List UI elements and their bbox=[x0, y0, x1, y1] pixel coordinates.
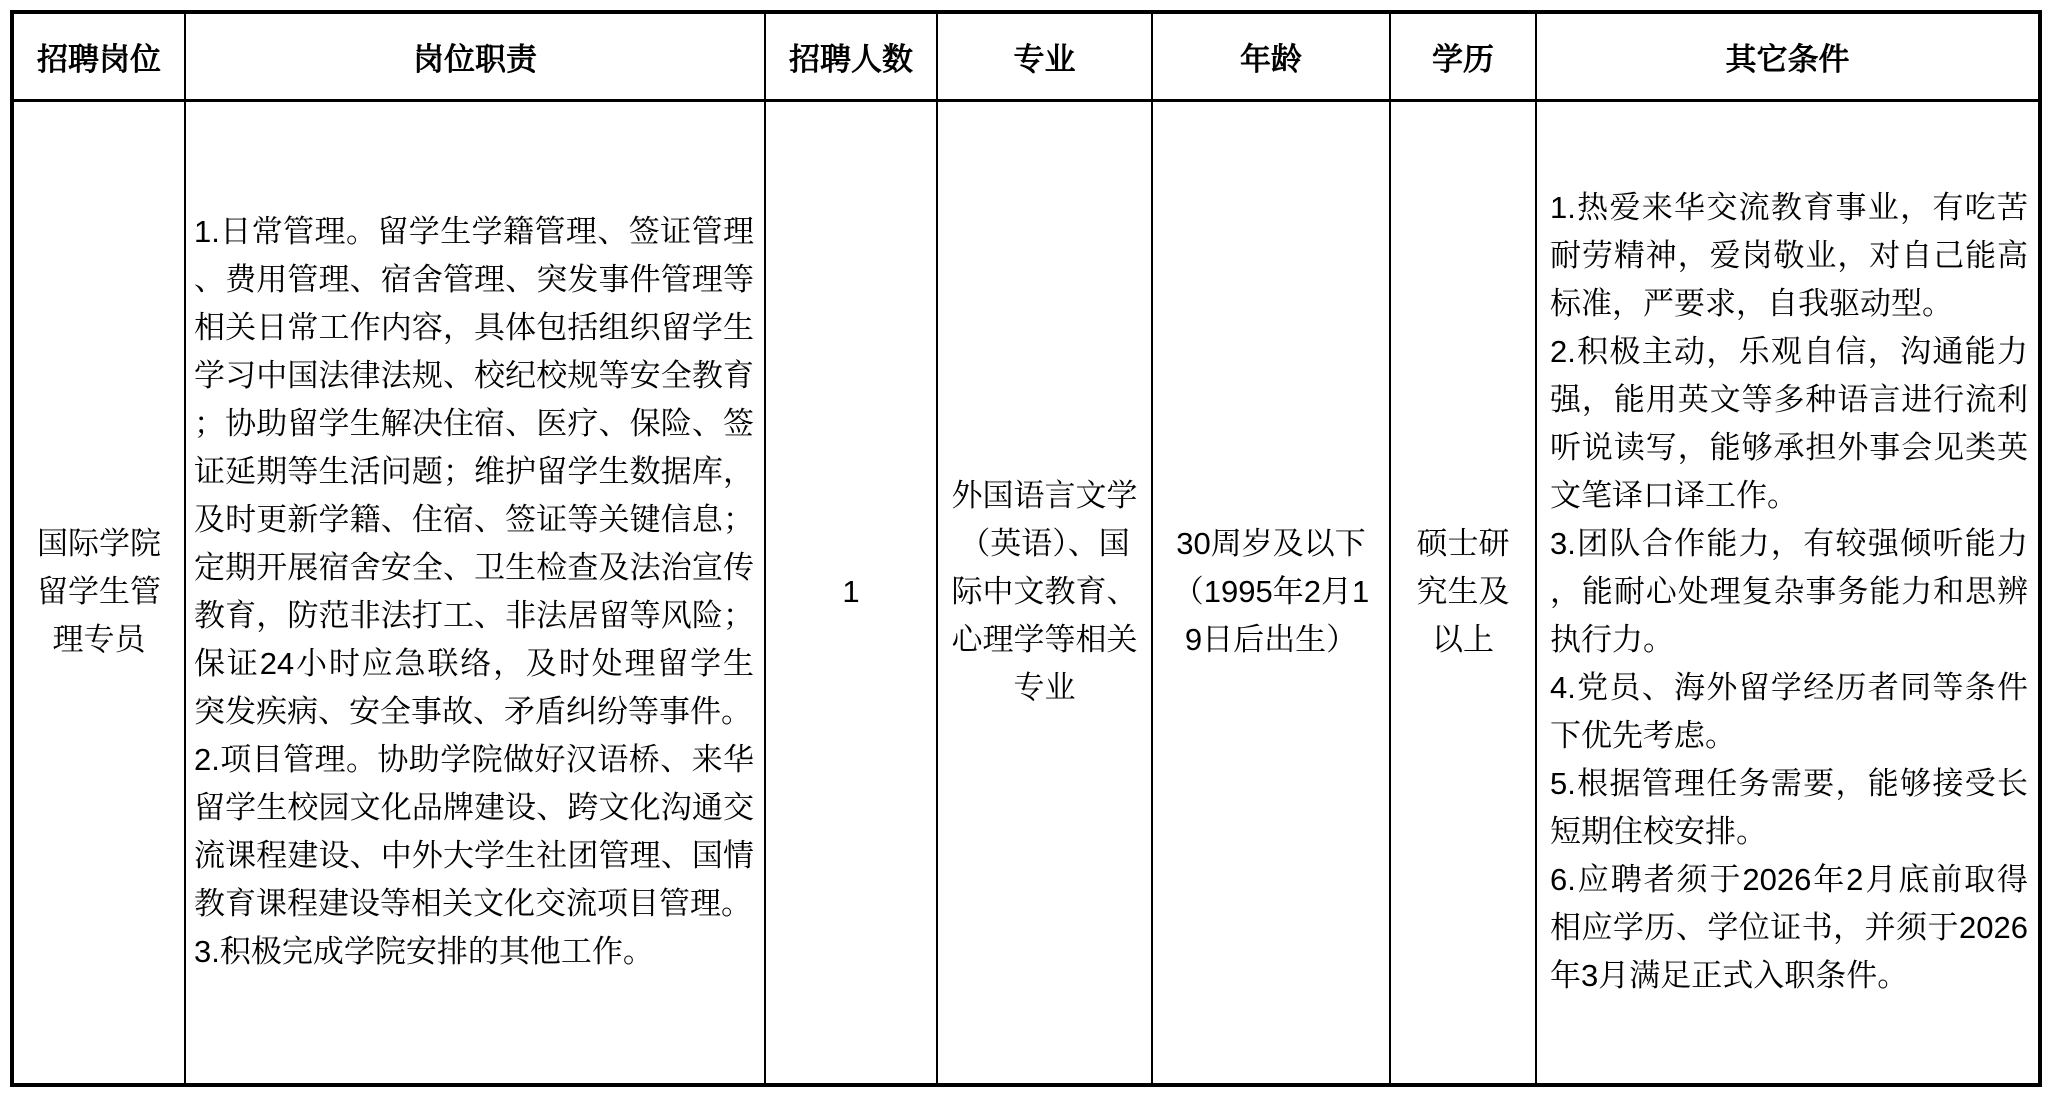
header-headcount: 招聘人数 bbox=[765, 12, 937, 100]
cell-duties bbox=[185, 100, 765, 1085]
header-age: 年龄 bbox=[1152, 12, 1390, 100]
text-paragraph: 1.热爱来华交流教育事业，有吃苦耐劳精神，爱岗敬业，对自己能高标准，严要求，自我驱动型。 bbox=[1550, 190, 2028, 322]
header-row bbox=[12, 12, 2040, 100]
cell-major: 外国语言文学（英语）、国际中文教育、心理学等相关专业 bbox=[937, 100, 1152, 1085]
text-paragraph: 5.根据管理任务需要，能够接受长短期住校安排。 bbox=[1550, 766, 2028, 850]
header-education: 学历 bbox=[1390, 12, 1536, 100]
recruitment-table bbox=[10, 10, 2042, 1087]
cell-headcount: 1 bbox=[765, 100, 937, 1085]
cell-age: 30周岁及以下（1995年2月19日后出生） bbox=[1152, 100, 1390, 1085]
table-row bbox=[12, 100, 2040, 1085]
text-paragraph: 3.积极完成学院安排的其他工作。 bbox=[194, 934, 654, 970]
text-paragraph: 1.日常管理。留学生学籍管理、签证管理、费用管理、宿舍管理、突发事件管理等相关日常工作内容，具体包括组织留学生学习中国法律法规、校纪校规等安全教育；协助留学生解决住宿、医疗、保险、签证延期等生活问题；维护留学生数据库，及时更新学籍、住宿、签证等关键信息；定期开展宿舍安全、卫生检查及法治宣传教育，防范非法打工、非法居留等风险；保证24小时应急联络，及时处理留学生突发疾病、安全事故、矛盾纠纷等事件。 bbox=[194, 214, 754, 730]
cell-other-conditions bbox=[1536, 100, 2040, 1085]
header-major: 专业 bbox=[937, 12, 1152, 100]
text-paragraph: 2.项目管理。协助学院做好汉语桥、来华留学生校园文化品牌建设、跨文化沟通交流课程建设、中外大学生社团管理、国情教育课程建设等相关文化交流项目管理。 bbox=[194, 742, 754, 922]
document-page bbox=[10, 10, 2038, 1087]
text-paragraph: 4.党员、海外留学经历者同等条件下优先考虑。 bbox=[1550, 670, 2028, 754]
header-recruitment-position: 招聘岗位 bbox=[12, 12, 185, 100]
header-job-duties: 岗位职责 bbox=[185, 12, 765, 100]
cell-education: 硕士研究生及以上 bbox=[1390, 100, 1536, 1085]
cell-position: 国际学院留学生管理专员 bbox=[12, 100, 185, 1085]
text-paragraph: 2.积极主动，乐观自信，沟通能力强，能用英文等多种语言进行流利听说读写，能够承担外事会见类英文笔译口译工作。 bbox=[1550, 334, 2028, 514]
header-other-conditions: 其它条件 bbox=[1536, 12, 2040, 100]
text-paragraph: 3.团队合作能力，有较强倾听能力，能耐心处理复杂事务能力和思辨执行力。 bbox=[1550, 526, 2028, 658]
text-paragraph: 6.应聘者须于2026年2月底前取得相应学历、学位证书，并须于2026年3月满足正式入职条件。 bbox=[1550, 862, 2028, 994]
